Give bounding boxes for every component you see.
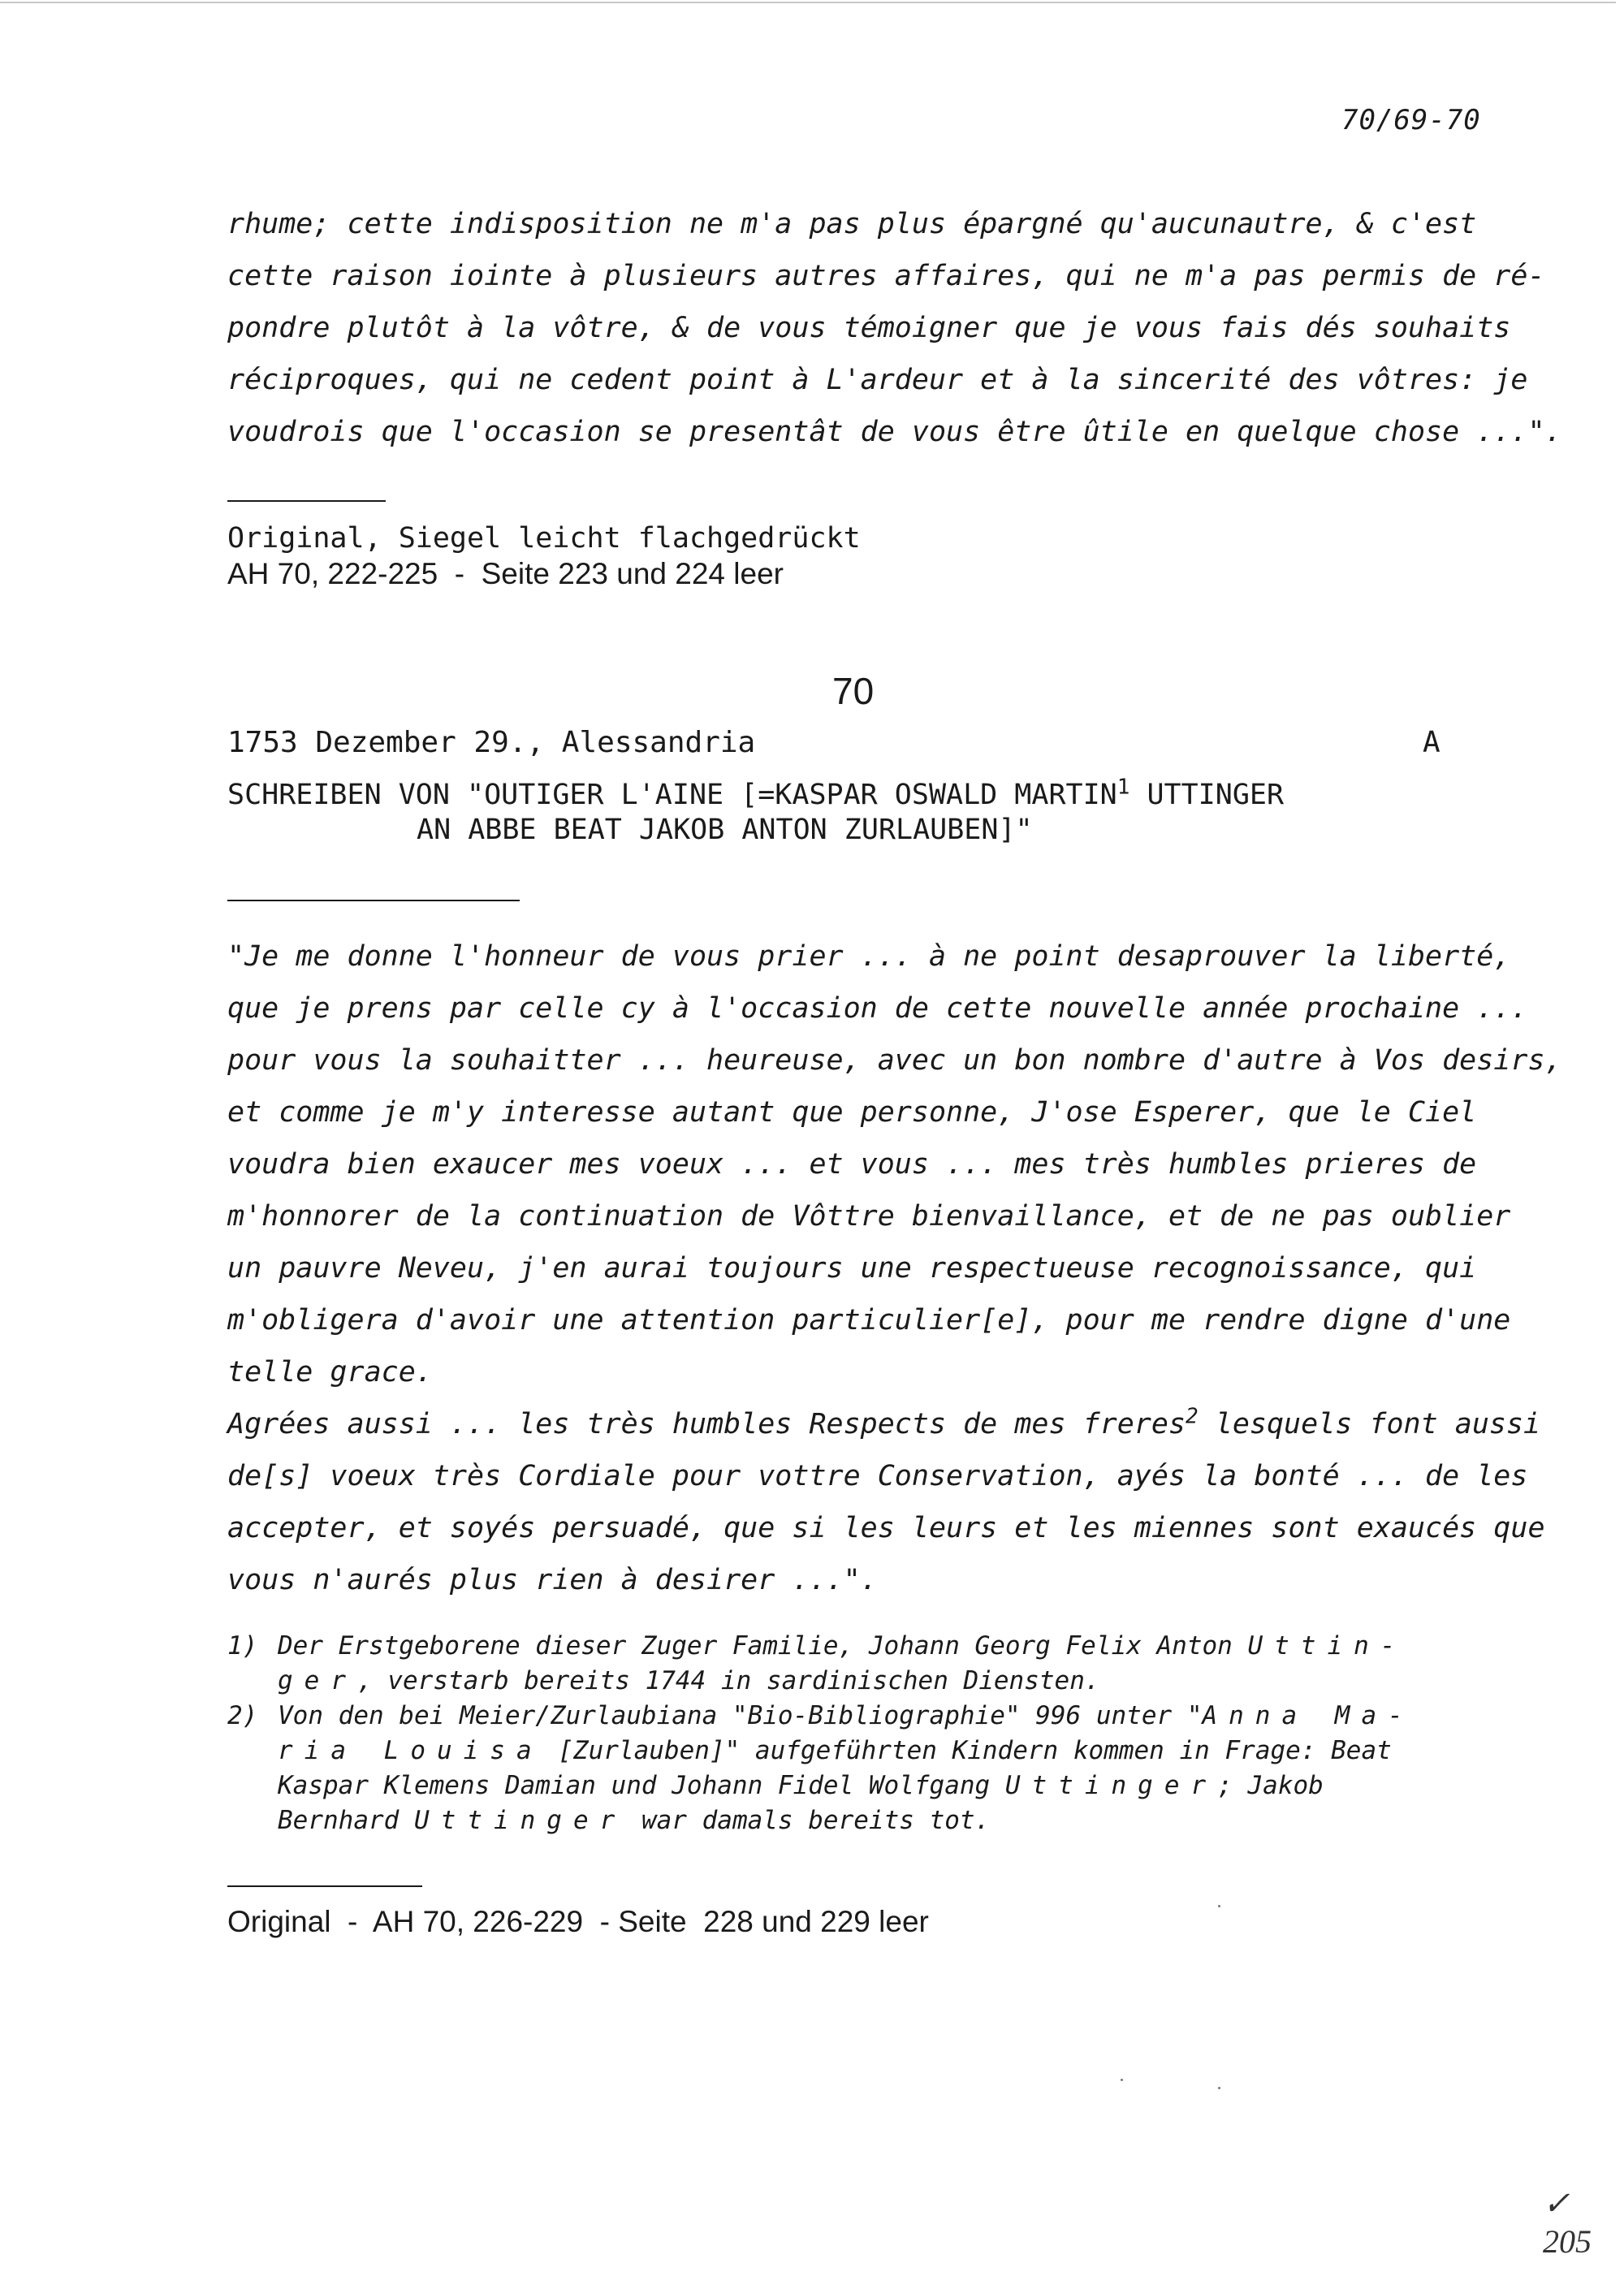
footnote-line — [278, 1629, 1406, 1664]
spaced-name: Uttinger — [413, 1806, 627, 1835]
text-run: Agrées aussi ... les très humbles Respects de mes freres — [227, 1408, 1186, 1440]
text-line: que je prens par celle cy à l'occasion de cette nouvelle année prochaine ... — [227, 992, 1528, 1025]
text-line: un pauvre Neveu, j'en aurai toujours une respectueuse recognoissance, qui — [227, 1252, 1477, 1285]
source-pages: - Seite 223 und 224 leer — [438, 557, 784, 590]
text-run: [Zurlauben]" aufgeführten Kindern kommen in Frage: Beat — [542, 1736, 1392, 1765]
text-run: , verstarb bereits 1744 in sardinischen Diensten. — [357, 1666, 1100, 1695]
footnote-line — [278, 1699, 1415, 1734]
spaced-name: Uttin- — [1247, 1631, 1407, 1661]
separator-rule — [227, 900, 520, 901]
text-line: telle grace. — [227, 1356, 433, 1388]
document-source-note: Original - AH 70, 226-229 - Seite 228 und 229 leer — [227, 1905, 929, 1938]
text-run: Kaspar Klemens Damian und Johann Fidel Wolfgang — [278, 1771, 1005, 1800]
footnote-ref: 2 — [1186, 1404, 1199, 1429]
text-run: Bernhard — [278, 1806, 414, 1835]
footnote-ref: 1 — [1116, 775, 1130, 800]
text-run: Von den bei Meier/Zurlaubiana "Bio-Bibliographie" 996 unter " — [278, 1701, 1203, 1730]
title-text: SCHREIBEN VON "OUTIGER L'AINE [=KASPAR OSWALD MARTIN — [227, 779, 1117, 811]
text-line: et comme je m'y interesse autant que personne, J'ose Esperer, que le Ciel — [227, 1096, 1477, 1129]
text-line: de[s] voeux très Cordiale pour vottre Conservation, ayés la bonté ... de les — [227, 1460, 1528, 1492]
text-line: pondre plutôt à la vôtre, & de vous témoigner que je vous fais dés souhaits — [227, 312, 1511, 344]
source-line — [227, 556, 861, 591]
footnote-2 — [227, 1699, 1527, 1838]
document-number: 70 — [832, 670, 875, 712]
top-rule — [0, 2, 1616, 3]
footnote-marker: 1) — [227, 1631, 258, 1661]
prev-letter-excerpt — [227, 198, 1562, 458]
letter-body — [227, 931, 1562, 1606]
footnote-line — [278, 1734, 1415, 1769]
source-text: Original, Siegel leicht flachgedrückt — [227, 522, 861, 555]
text-line: cette raison iointe à plusieurs autres affaires, qui ne m'a pas permis de ré- — [227, 260, 1545, 292]
scan-speck — [1218, 1905, 1220, 1907]
text-line: vous n'aurés plus rien à desirer ...". — [227, 1564, 878, 1596]
spaced-name: Anna Ma- — [1202, 1701, 1415, 1730]
text-run: Der Erstgeborene dieser Zuger Familie, Johann Georg Felix Anton — [278, 1631, 1248, 1661]
title-line: AN ABBE BEAT JAKOB ANTON ZURLAUBEN]" — [417, 814, 1033, 846]
spaced-name: ger — [278, 1666, 357, 1695]
footnote-text — [278, 1629, 1406, 1699]
spaced-name: ria Louisa — [278, 1736, 543, 1765]
page-number: 70/69-70 — [1341, 104, 1481, 136]
prev-source-note — [227, 520, 861, 591]
footnote-line — [278, 1803, 1415, 1838]
separator-rule — [227, 500, 386, 502]
text-run: ; Jakob — [1217, 1771, 1324, 1800]
footnote-line — [278, 1664, 1406, 1699]
text-line: m'obligera d'avoir une attention particulier[e], pour me rendre digne d'une — [227, 1304, 1511, 1337]
footnotes — [227, 1629, 1527, 1838]
text-line: voudra bien exaucer mes voeux ... et vous ... mes très humbles prieres de — [227, 1148, 1477, 1181]
source-line — [227, 520, 861, 556]
document-date-place: 1753 Dezember 29., Alessandria — [227, 726, 756, 759]
source-ah: AH 70, 222-225 — [227, 557, 438, 590]
title-line — [227, 775, 1543, 813]
footnote-1 — [227, 1629, 1527, 1699]
text-run: lesquels font aussi — [1198, 1408, 1541, 1440]
text-line: voudrois que l'occasion se presentât de vous être ûtile en quelque chose ...". — [227, 416, 1562, 448]
text-line: m'honnorer de la continuation de Vôttre bienvaillance, et de ne pas oublier — [227, 1200, 1511, 1233]
document-type-code: A — [1423, 726, 1440, 759]
document-title — [227, 775, 1543, 848]
scan-speck — [1218, 2087, 1220, 2089]
text-run: war damals bereits tot. — [626, 1806, 991, 1835]
text-line — [227, 1398, 1541, 1450]
footnote-marker: 2) — [227, 1701, 258, 1730]
text-line: pour vous la souhaitter ... heureuse, avec un bon nombre d'autre à Vos desirs, — [227, 1044, 1562, 1077]
text-line: réciproques, qui ne cedent point à L'ardeur et à la sincerité des vôtres: je — [227, 364, 1528, 396]
footnote-line — [278, 1769, 1415, 1803]
text-line: accepter, et soyés persuadé, que si les leurs et les miennes sont exaucés que — [227, 1512, 1545, 1544]
text-line: rhume; cette indisposition ne m'a pas plus épargné qu'aucunautre, & c'est — [227, 208, 1477, 240]
text-line: "Je me donne l'honneur de vous prier ... à ne point desaprouver la liberté, — [227, 940, 1511, 973]
scan-speck — [1121, 2079, 1123, 2081]
separator-rule — [227, 1885, 422, 1887]
archive-mark: ✓ 205 — [1543, 2185, 1592, 2260]
footnote-text — [278, 1699, 1415, 1838]
spaced-name: Uttinger — [1004, 1771, 1218, 1800]
title-text: UTTINGER — [1129, 779, 1285, 811]
